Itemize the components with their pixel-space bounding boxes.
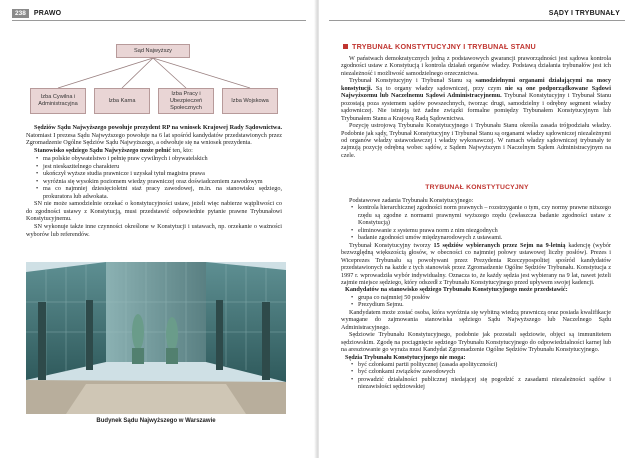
paragraph: SN nie może samodzielnie orzekać o konstytucyjności ustaw, jeżeli więc nabierze wątpliwości co do zgodności ustawy z Konstytucją, musi przedstawić odpowiednie pytanie prawne Trybunałowi Konstytucyjnemu. — [26, 200, 282, 222]
header-rule — [329, 20, 625, 21]
list-item: • prowadzić działalności publicznej niedającej się pogodzić z zasadami niezależności sądów i niezawisłości sędziowskiej — [351, 376, 611, 391]
right-running-header — [329, 7, 625, 19]
list-item: • ukończył wyższe studia prawnicze i uzyskał tytuł magistra prawa — [36, 170, 282, 178]
paragraph: Pozycję ustrojową Trybunału Konstytucyjnego i Trybunału Stanu określa zasada trójpodziału władzy. Podobnie jak sądy, Trybunał Konstytucyjny i Trybunał Stanu są organami władzy sądowniczej niezależnymi od organów władzy ustawodawczej i władzy wykonawczej. W ramach władzy sądowniczej trybunały te zajmują pozycję odrębną wobec sądów, z Sądem Najwyższym i Naczelnym Sądem Administracyjnym na czele. — [341, 122, 611, 159]
bullet-list — [26, 155, 282, 200]
red-square-icon — [343, 44, 348, 49]
text-span: Trybunał Konstytucyjny tworzy — [349, 241, 434, 249]
diagram-box-top: Sąd Najwyższy — [116, 44, 190, 58]
left-running-header — [12, 7, 306, 19]
list-item: • wyróżnia się wysokim poziomem wiedzy prawniczej oraz doświadczeniem zawodowym — [36, 178, 282, 186]
text-span: Natomiast I prezesa Sądu Najwyższego powołuje na 6 lat spośród kandydatów przedstawionych przez Zgromadzenie Ogólne Sędziów Sądu Najwyższego, a odwołuje się na wniosek prezydenta. — [26, 131, 282, 146]
subsection-title: TRYBUNAŁ KONSTYTUCYJNY — [425, 184, 529, 191]
diagram-box-chamber: Izba Wojskowa — [222, 88, 278, 114]
bullet-list — [341, 361, 611, 391]
left-page — [0, 0, 316, 458]
paragraph: Sędziowie Trybunału Konstytucyjnego, podobnie jak pozostali sędziowie, objęci są immunitetem sędziowskim. Zgodę na pociągnięcie sędziego Trybunału Konstytucyjnego do odpowiedzialności karnej lub na aresztowanie go wyraża musi Kandydat Zgromadzenie Ogólne Sędziów Trybunału Konstytucyjnego. — [341, 331, 611, 354]
paragraph: SN wykonuje także inne czynności określone w Konstytucji i ustawach, np. orzekanie o ważności wyborów lub referendów. — [26, 223, 282, 238]
list-item: • grupa co najmniej 50 posłów — [351, 294, 611, 301]
section-title-text: TRYBUNAŁ KONSTYTUCYJNY I TRYBUNAŁ STANU — [352, 42, 536, 51]
list-heading: Kandydatów na stanowisko sędziego Trybunału Konstytucyjnego może przedstawić: — [345, 286, 568, 294]
bold-span: 15 sędziów wybieranych przez Sejm na 9-letnią — [433, 241, 566, 249]
bold-span: Sędziów Sądu Najwyższego powołuje prezydent RP na wniosek Krajowej Rady Sądownictwa. — [34, 124, 282, 131]
list-item: • być członkami związków zawodowych — [351, 368, 611, 375]
section-title — [343, 42, 536, 51]
header-rule — [12, 20, 306, 21]
paragraph — [341, 242, 611, 287]
text-span: Trybunał Konstytucyjny i Trybunał Stanu są — [349, 77, 476, 85]
paragraph — [341, 77, 611, 122]
list-item: • być członkami partii politycznej (zasada apolityczności) — [351, 361, 611, 368]
text-span: Trybunał Konstytucyjny i Trybunał Stanu pozostają poza systemem sądów powszechnych, tworząc drugi, samodzielny i odrębny segment władzy sądowniczej. Nie istnieją też żadne związki formalne pomiędzy Trybunałem Konstytucyjnym lub Trybunałem Stanu a Krajową Radą Sądownictwa. — [341, 92, 612, 122]
paragraph — [26, 147, 282, 155]
list-item: • badanie zgodności umów międzynarodowych z ustawami. — [351, 234, 611, 241]
text-span: ten, kto: — [170, 147, 193, 154]
bullet-list — [341, 204, 611, 241]
building-illustration — [26, 262, 286, 414]
list-item: • ma polskie obywatelstwo i pełnię praw cywilnych i obywatelskich — [36, 155, 282, 163]
list-item: • ma co najmniej dziesięcioletni staż pracy zawodowej, m.in. na stanowisku sędziego, prokuratora lub adwokata. — [36, 185, 282, 200]
diagram-box-chamber: Izba Karna — [94, 88, 150, 114]
bold-span: Stanowisko sędziego Sądu Najwyższego może pełnić — [34, 147, 171, 154]
right-page — [319, 0, 635, 458]
list-item: • kontrola hierarchicznej zgodności norm prawnych – rozstrzyganie o tym, czy normy prawne niższego rzędu są zgodne z normami prawnymi wyższego rzędu (zwłaszcza badanie zgodności ustaw z Konstytucją) — [351, 204, 611, 226]
paragraph — [26, 124, 282, 147]
right-tk-text — [341, 197, 611, 391]
running-title: PRAWO — [33, 9, 62, 17]
diagram-box-chamber: Izba Cywilna i Administracyjna — [30, 88, 86, 114]
list-item: • jest nieskazitelnego charakteru — [36, 163, 282, 171]
photo-caption: Budynek Sądu Najwyższego w Warszawie — [96, 418, 216, 424]
list-heading: Sędzia Trybunału Konstytucyjnego nie moga: — [345, 353, 466, 361]
diagram-box-chamber: Izba Pracy i Ubezpieczeń Społecznych — [158, 88, 214, 114]
list-item: • Prezydium Sejmu. — [351, 301, 611, 308]
page-number: 238 — [12, 9, 29, 18]
supreme-court-building-photo — [26, 262, 286, 414]
bold-span: nie są one podporządkowane Sądowi Najwyższemu lub Naczelnemu Sądowi Administracyjnemu. — [341, 84, 611, 100]
right-intro-text — [341, 55, 611, 159]
supreme-court-diagram — [28, 36, 290, 116]
left-body-text — [26, 124, 282, 239]
bold-span: samodzielnymi organami działającymi na mocy konstytucji. — [341, 77, 612, 92]
paragraph: Podstawowe zadania Trybunału Konstytucyjnego: — [349, 197, 474, 204]
paragraph: Kandydatem może zostać osoba, która wyróżnia się wybitną wiedzą prawniczą oraz posiada kwalifikacje wymagane do zajmowania stanowiska sędziego Sądu Najwyższego lub Naczelnego Sądu Administracyjnego. — [341, 308, 611, 331]
list-item: • eliminowanie z systemu prawa norm z nim niezgodnych — [351, 227, 611, 234]
text-span: Są to organy władzy sądowniczej, przy czym — [372, 84, 506, 92]
running-title: SĄDY I TRYBUNAŁY — [548, 9, 620, 17]
paragraph: W państwach demokratycznych jedną z podstawowych gwarancji praworządności jest sądowa kontrola zgodności ustaw z Konstytucją i kontrola działań organów władzy. Podstawą działania trybunałów jest ich niezależność i możliwość samodzielnego orzecznictwa. — [341, 55, 611, 77]
text-span: kadencję (wybór bezwzględną większością głosów, w obecności co najmniej połowy ustawowej liczby posłów). Prezes i Wiceprezes Trybunału są powoływani przez Prezydenta Rzeczypospolitej spośród kandydatów przedstawionych na każde z tych stanowisk przez Zgromadzenie Ogólne Sędziów Trybunału. Konstytucja z 1997 r. wprowadziła wybór indywidualny. Oznacza to, że każdy sędzia jest wybierany na 9 lat, nawet jeżeli zajmie miejsce sędziego, który odszedł z Trybunału Konstytucyjnego przed upływem swojej kadencji. — [341, 241, 611, 286]
bullet-list — [341, 294, 611, 309]
